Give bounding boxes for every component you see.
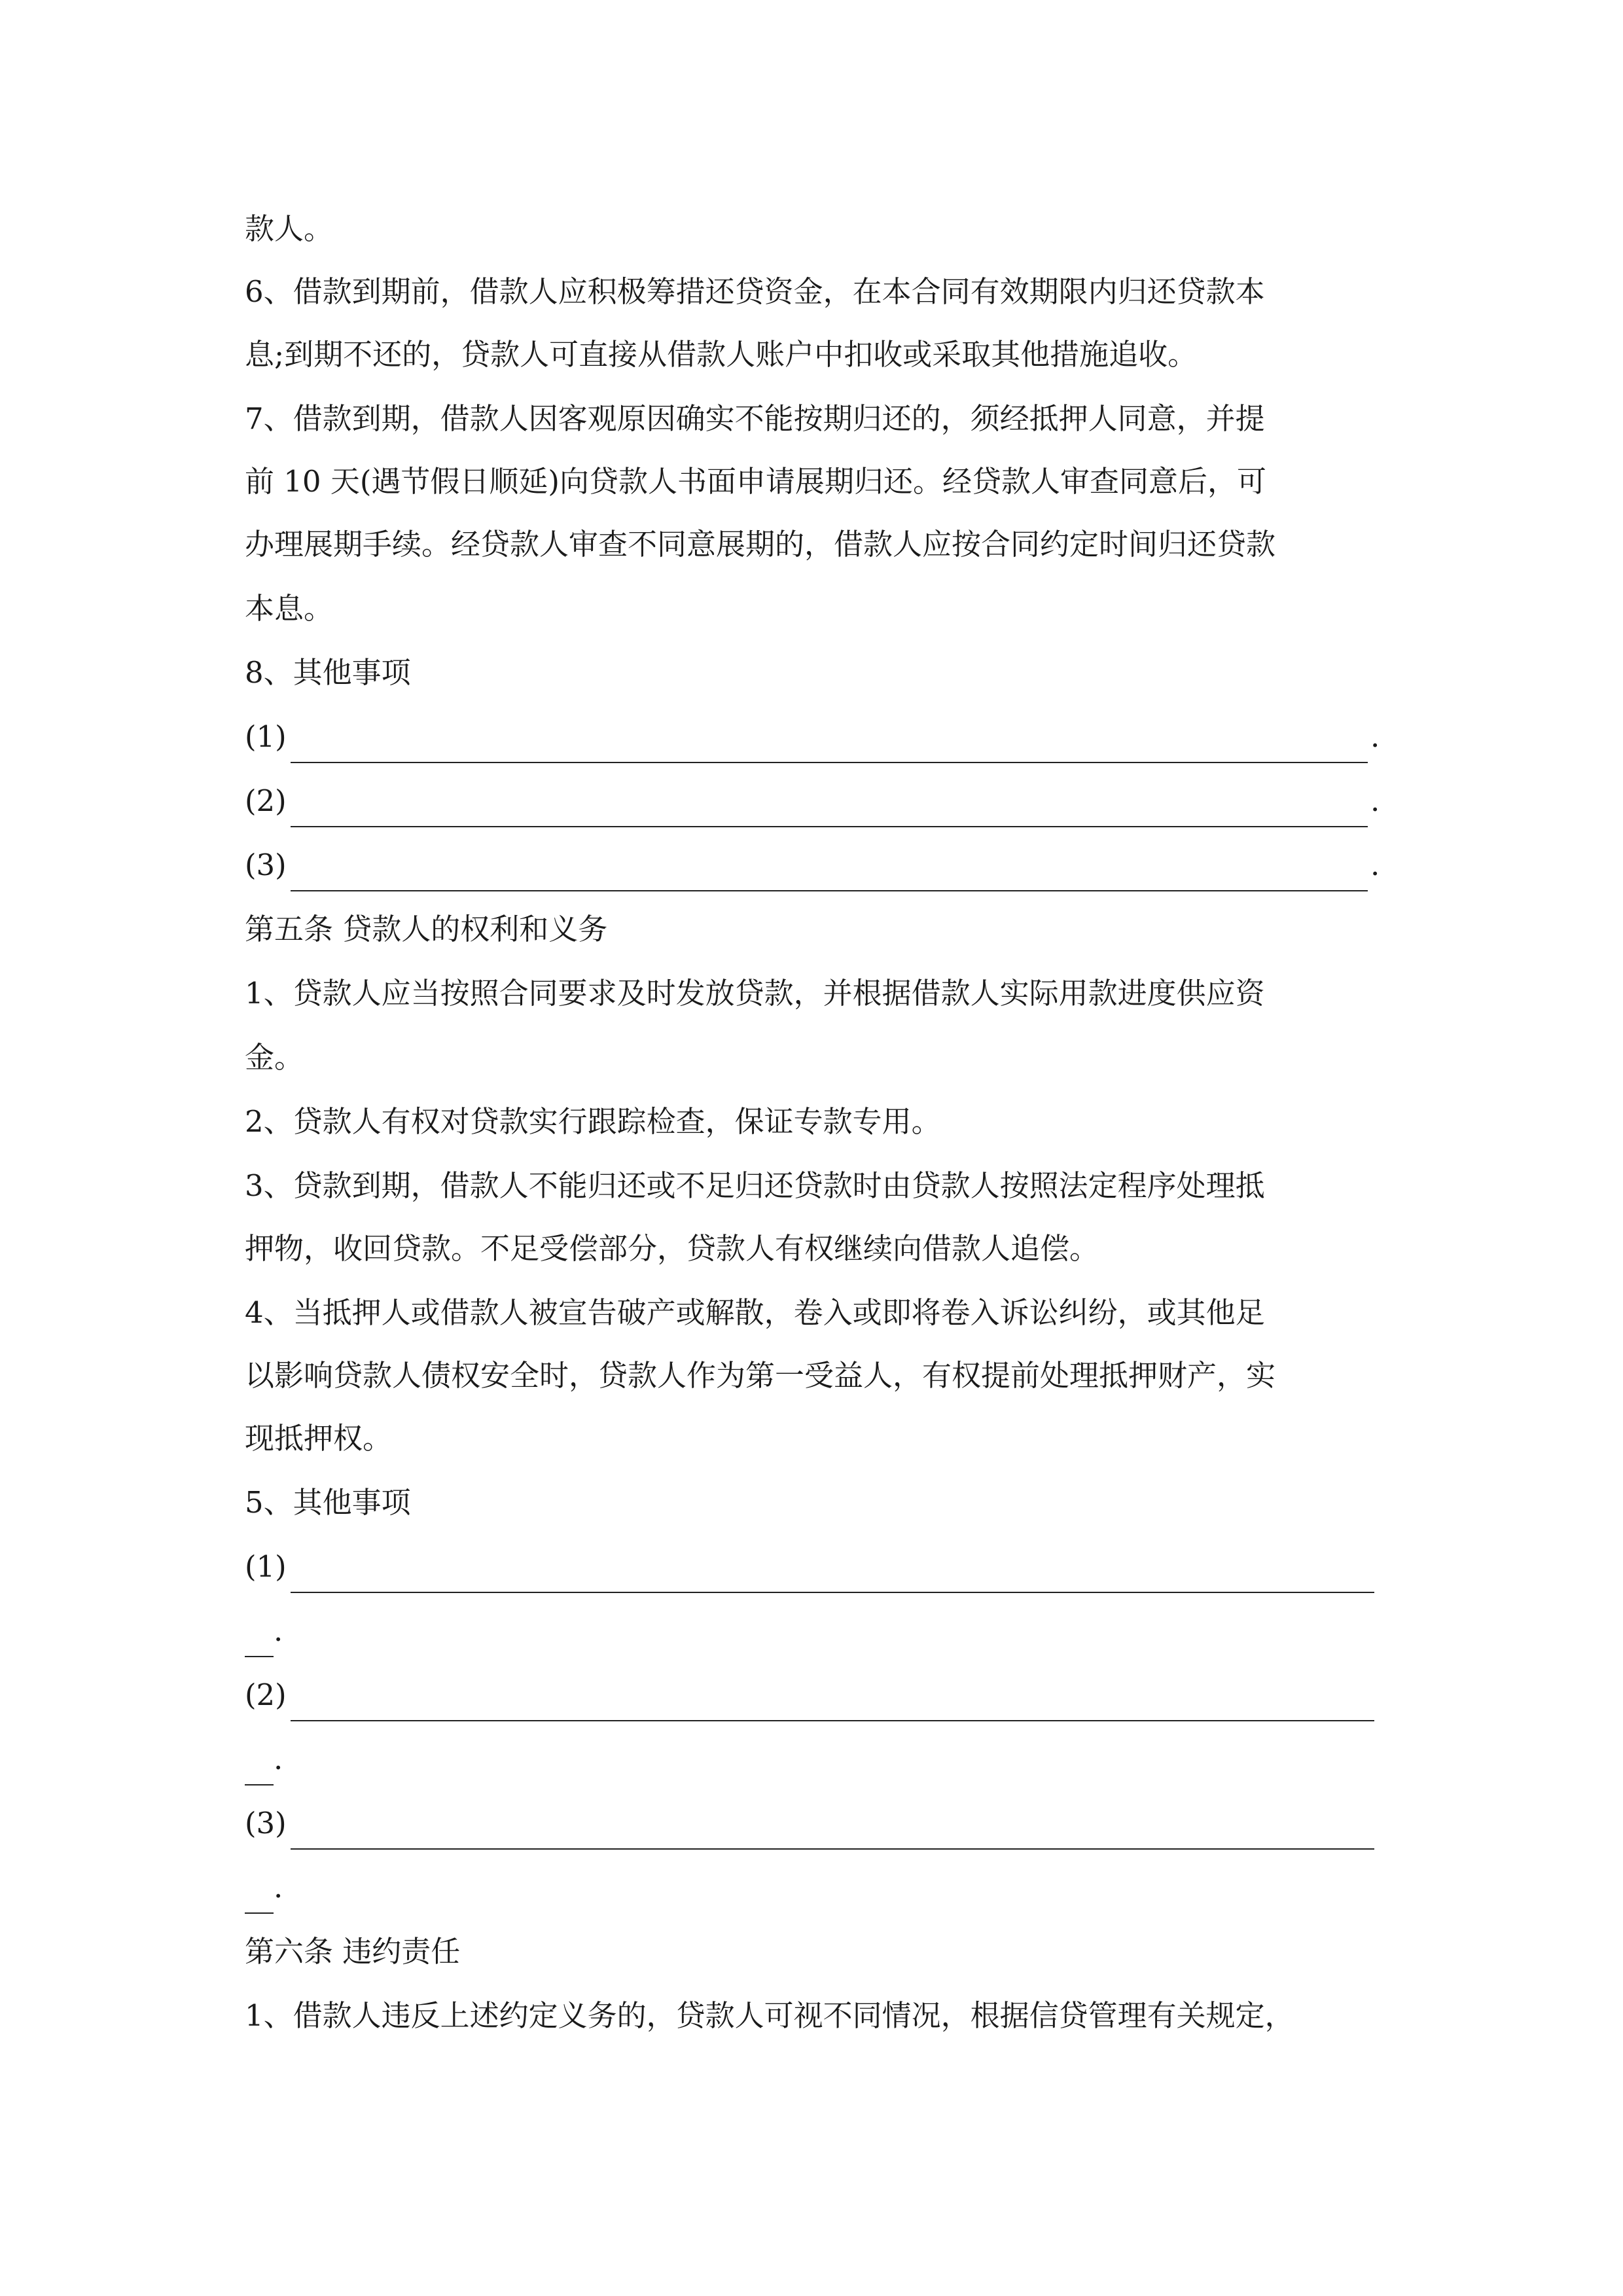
blank-end-mark: . (1370, 848, 1380, 882)
clause-5-item-3: 3、贷款到期，借款人不能归还或不足归还贷款时由贷款人按照法定程序处理抵 (245, 1168, 1265, 1203)
blank-line (245, 839, 1383, 891)
clause-4-item-8: 8、其他事项 (245, 655, 411, 690)
blank-label: (1) (245, 1549, 287, 1584)
paragraph-line: 现抵押权。 (245, 1421, 393, 1456)
blank-line-continuation (245, 1733, 283, 1785)
blank-fill-field[interactable] (291, 1812, 1374, 1850)
blank-line-continuation (245, 1861, 283, 1914)
blank-label: (1) (245, 719, 287, 754)
blank-label: (2) (245, 1677, 287, 1712)
blank-end-mark: . (274, 1742, 283, 1776)
article-5-heading: 第五条 贷款人的权利和义务 (245, 912, 608, 946)
blank-line (245, 1541, 1377, 1593)
article-6-heading: 第六条 违约责任 (245, 1934, 461, 1969)
blank-line (245, 775, 1383, 827)
blank-fill-field[interactable] (245, 1876, 274, 1914)
blank-fill-field[interactable] (245, 1619, 274, 1657)
clause-4-item-6: 6、借款到期前，借款人应积极筹措还贷资金，在本合同有效期限内归还贷款本 (245, 274, 1265, 309)
blank-end-mark: . (1370, 783, 1380, 818)
blank-line (245, 711, 1383, 763)
clause-5-item-1: 1、贷款人应当按照合同要求及时发放贷款，并根据借款人实际用款进度供应资 (245, 976, 1265, 1011)
blank-line (245, 1797, 1377, 1850)
blank-fill-field[interactable] (291, 853, 1368, 891)
clause-4-item-7: 7、借款到期，借款人因客观原因确实不能按期归还的，须经抵押人同意，并提 (245, 401, 1265, 436)
blank-fill-field[interactable] (291, 725, 1368, 763)
blank-line (245, 1669, 1377, 1721)
paragraph-line: 以影响贷款人债权安全时，贷款人作为第一受益人，有权提前处理抵押财产，实 (245, 1358, 1276, 1393)
blank-fill-field[interactable] (291, 1683, 1374, 1721)
blank-end-mark: . (274, 1870, 283, 1905)
paragraph-line: 办理展期手续。经贷款人审查不同意展期的，借款人应按合同约定时间归还贷款 (245, 527, 1276, 562)
blank-fill-field[interactable] (291, 1555, 1374, 1593)
clause-5-item-5: 5、其他事项 (245, 1485, 411, 1520)
blank-label: (3) (245, 848, 287, 882)
clause-5-item-4: 4、当抵押人或借款人被宣告破产或解散，卷入或即将卷入诉讼纠纷，或其他足 (245, 1295, 1265, 1330)
blank-end-mark: . (274, 1613, 283, 1648)
blank-label: (2) (245, 783, 287, 818)
paragraph-line: 款人。 (245, 211, 334, 246)
paragraph-line: 押物，收回贷款。不足受偿部分，贷款人有权继续向借款人追偿。 (245, 1231, 1099, 1266)
paragraph-line: 金。 (245, 1040, 304, 1075)
paragraph-line: 息;到期不还的，贷款人可直接从借款人账户中扣收或采取其他措施追收。 (245, 337, 1198, 372)
blank-fill-field[interactable] (291, 789, 1368, 827)
clause-5-item-2: 2、贷款人有权对贷款实行跟踪检查，保证专款专用。 (245, 1104, 941, 1139)
clause-6-item-1: 1、借款人违反上述约定义务的，贷款人可视不同情况，根据信贷管理有关规定， (245, 1998, 1294, 2033)
blank-label: (3) (245, 1806, 287, 1840)
blank-line-continuation (245, 1605, 283, 1657)
paragraph-line: 本息。 (245, 591, 334, 626)
blank-end-mark: . (1370, 719, 1380, 754)
blank-fill-field[interactable] (245, 1748, 274, 1785)
paragraph-line: 前 10 天(遇节假日顺延)向贷款人书面申请展期归还。经贷款人审查同意后，可 (245, 464, 1266, 499)
